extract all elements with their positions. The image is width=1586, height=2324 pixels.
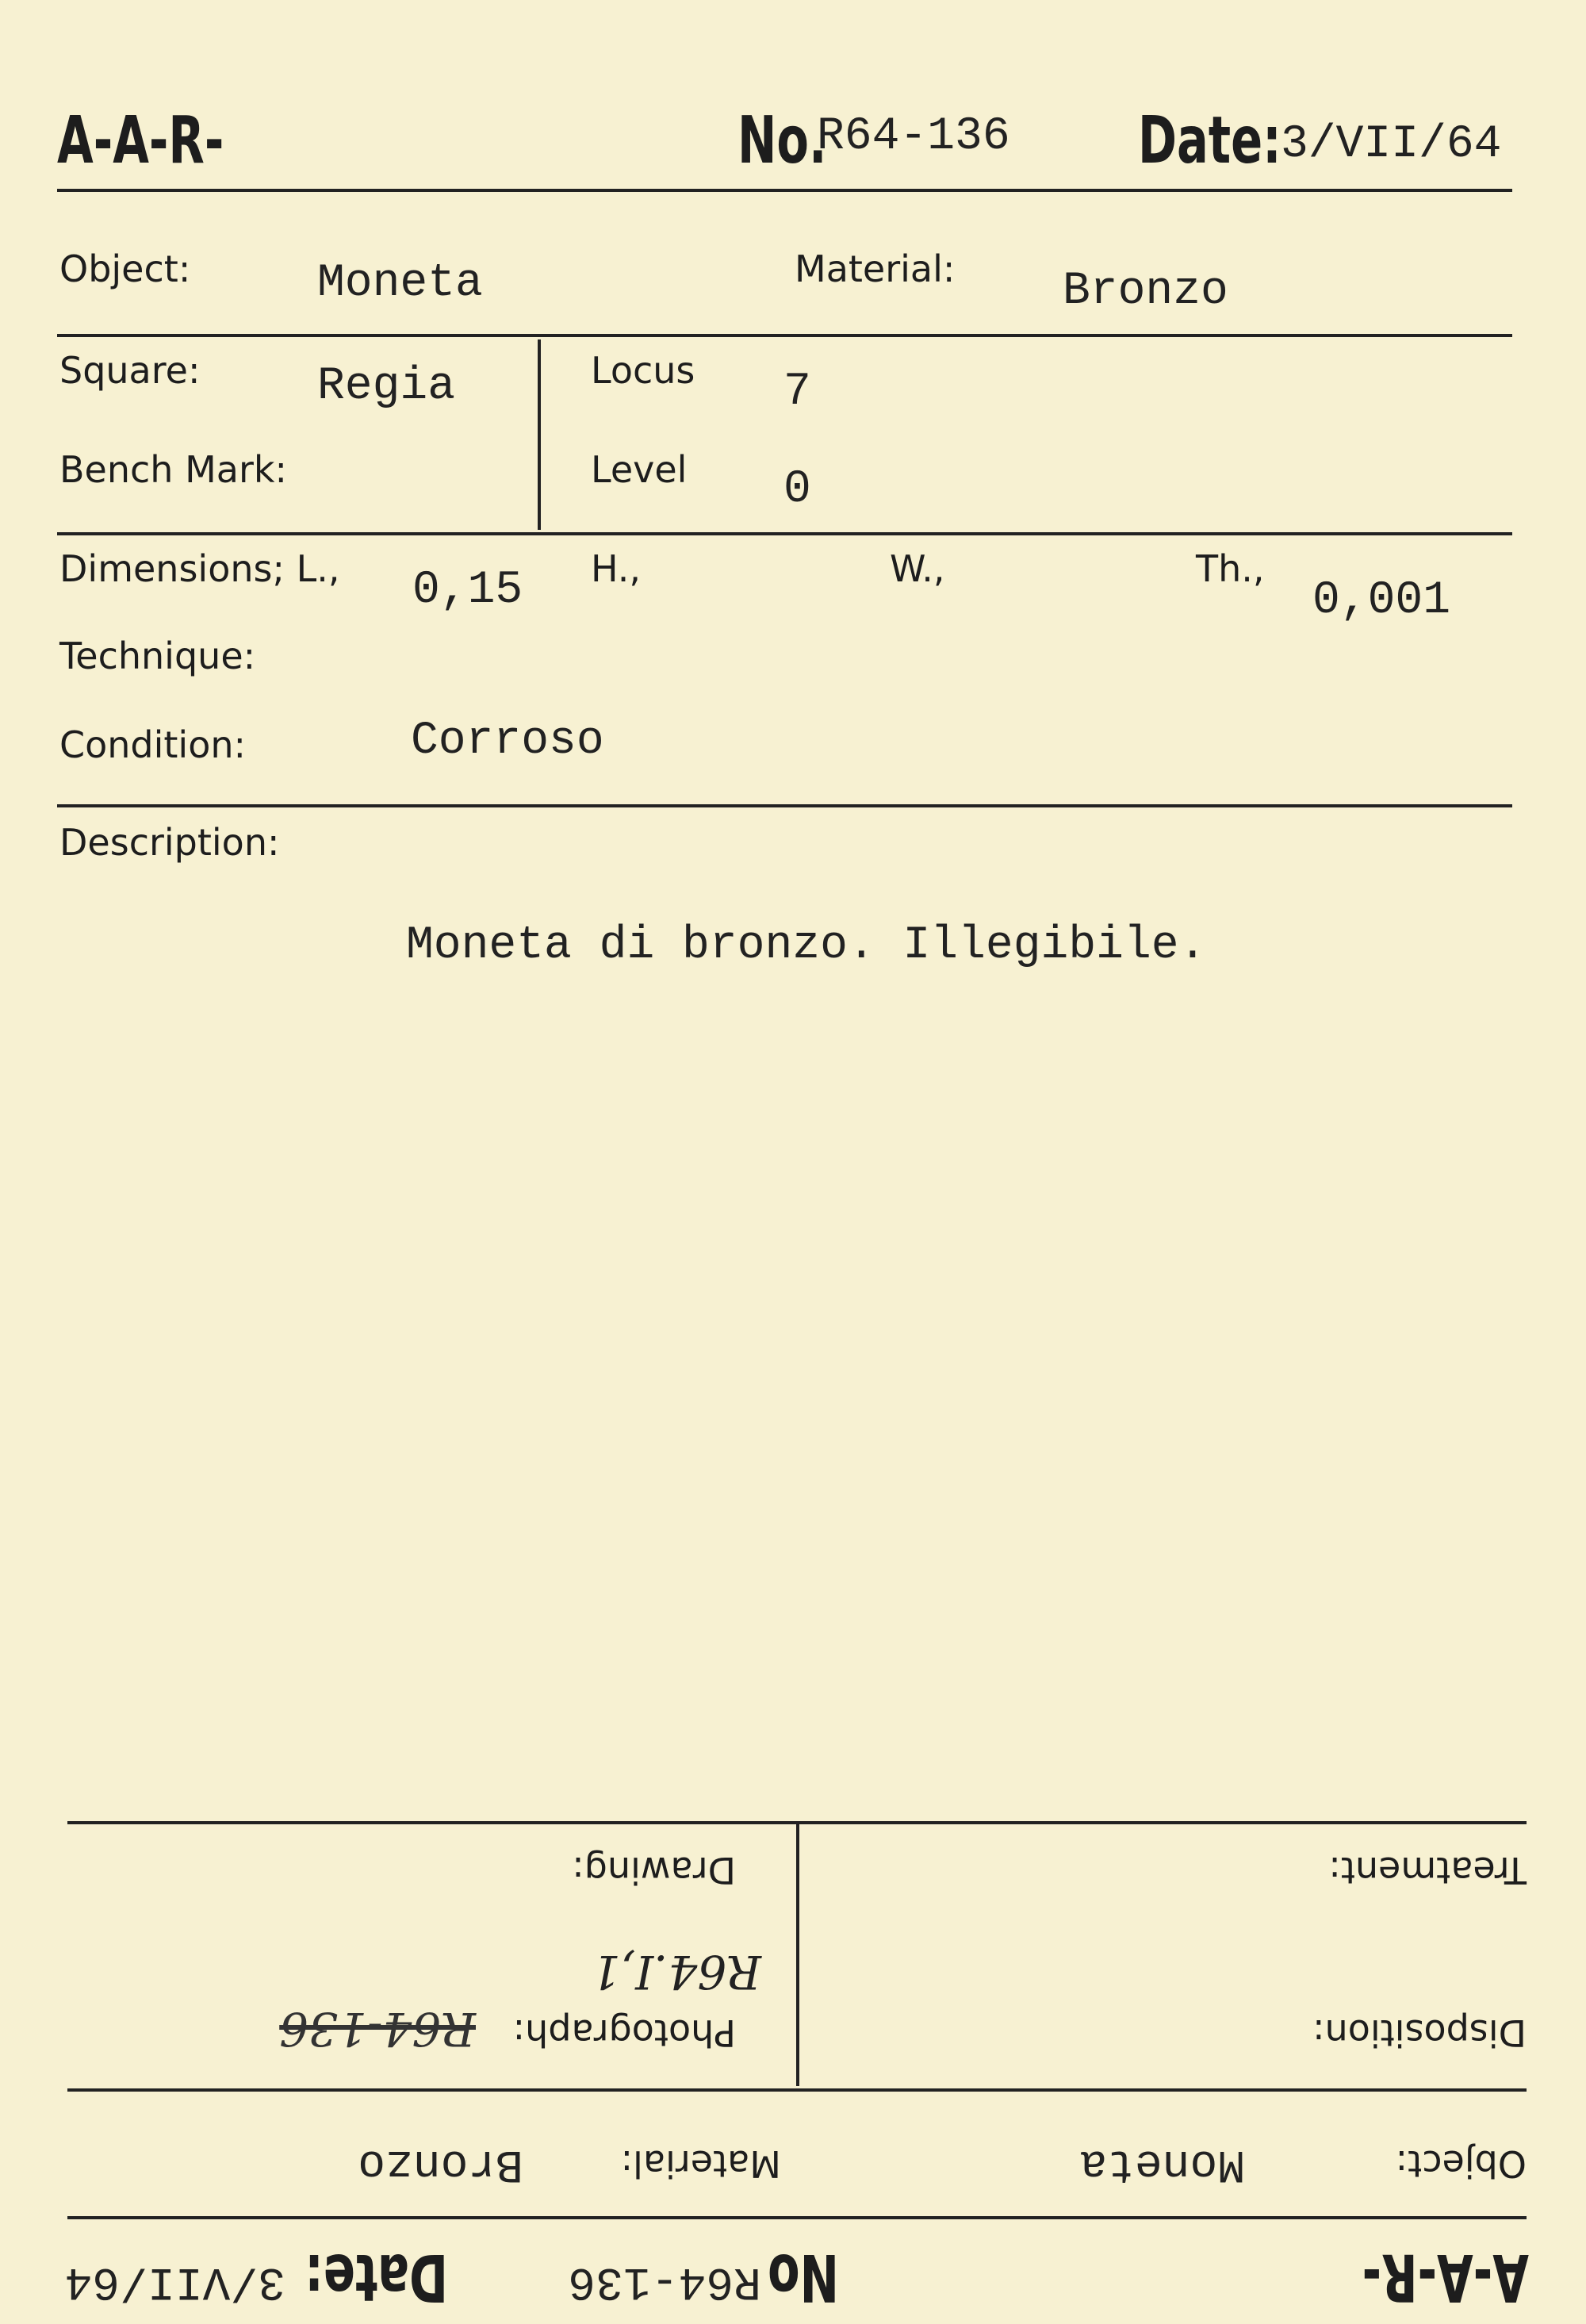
stub-divider — [796, 1824, 799, 2086]
square-label: Square: — [59, 349, 201, 392]
object-label: Object: — [59, 247, 191, 290]
number-label: No. — [737, 103, 827, 178]
stub-photograph-struck: R64-136 — [279, 2002, 476, 2056]
description-label: Description: — [59, 821, 280, 864]
square-rule — [57, 532, 1512, 535]
stub-treatment-label: Treatment: — [1328, 1849, 1527, 1892]
object-rule — [57, 334, 1512, 337]
object-value: Moneta — [317, 258, 483, 309]
date-label: Date: — [1138, 103, 1281, 178]
stub-photograph-label: Photograph: — [512, 2011, 736, 2054]
length-value: 0,15 — [412, 565, 523, 616]
stub-object-label: Object: — [1395, 2142, 1527, 2185]
stub-object-rule — [67, 2088, 1527, 2092]
stub-photograph-handwritten: R64.I,1 — [591, 1945, 761, 1999]
stub-date-value: 3/VII/64 — [64, 2255, 285, 2307]
material-value: Bronzo — [1063, 266, 1228, 317]
date-value: 3/VII/64 — [1281, 119, 1502, 171]
stub-org-label: A-A-R- — [1362, 2239, 1529, 2314]
bench-mark-label: Bench Mark: — [59, 448, 288, 491]
dimensions-label: Dimensions; L., — [59, 547, 340, 590]
thickness-value: 0,001 — [1312, 575, 1451, 627]
stub-material-value: Bronzo — [358, 2138, 523, 2189]
description-value: Moneta di bronzo. Illegibile. — [406, 920, 1207, 972]
stub-material-label: Material: — [620, 2142, 781, 2185]
header-rule — [57, 189, 1512, 192]
stub-object-value: Moneta — [1079, 2138, 1245, 2189]
stub-disposition-label: Disposition: — [1312, 2011, 1527, 2054]
height-label: H., — [591, 547, 642, 590]
inverted-stub — [0, 1682, 1586, 2324]
condition-value: Corroso — [411, 715, 604, 767]
technique-label: Technique: — [59, 635, 256, 677]
material-label: Material: — [795, 247, 956, 290]
locus-value: 7 — [783, 366, 811, 418]
condition-label: Condition: — [59, 723, 247, 766]
stub-header-rule — [67, 2216, 1527, 2219]
stub-number-label: No — [768, 2239, 839, 2314]
level-label: Level — [591, 448, 688, 491]
number-value: R64-136 — [817, 111, 1010, 163]
square-value: Regia — [317, 361, 456, 412]
stub-drawing-label: Drawing: — [572, 1849, 736, 1892]
condition-rule — [57, 804, 1512, 807]
stub-top-rule — [67, 1821, 1527, 1824]
locus-label: Locus — [591, 349, 695, 392]
stub-date-label: Date: — [305, 2239, 448, 2314]
stub-number-value: R64-136 — [568, 2255, 761, 2307]
width-label: W., — [890, 547, 945, 590]
level-value: 0 — [783, 464, 811, 516]
thickness-label: Th., — [1196, 547, 1265, 590]
square-divider — [538, 339, 541, 530]
org-label: A-A-R- — [57, 103, 224, 178]
